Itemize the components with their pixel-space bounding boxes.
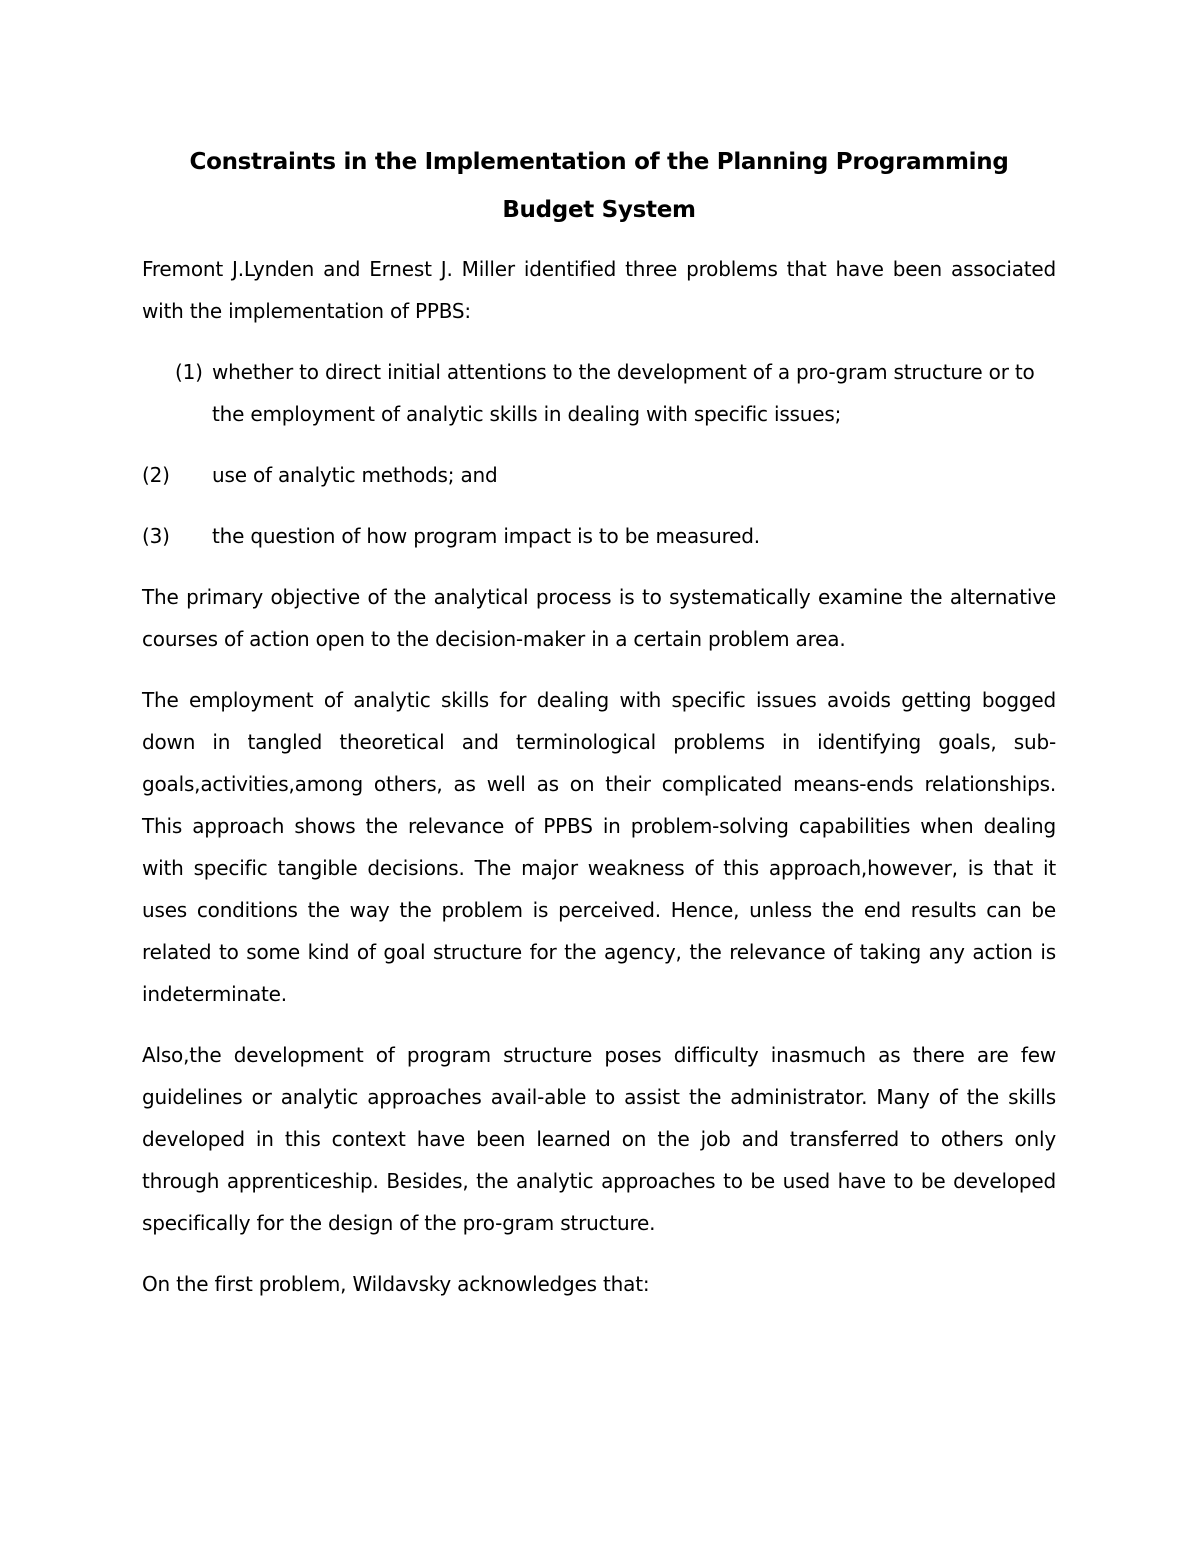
- problem-text-1: whether to direct initial attentions to the development of a pro-gram structure or to the employment of analytic skills in dealing with specific issues;: [212, 360, 1035, 426]
- intro-paragraph: Fremont J.Lynden and Ernest J. Miller identified three problems that have been associated with the implementation of PPBS:: [142, 257, 1056, 323]
- problem-list-item-1: [175, 351, 1056, 435]
- problem-text-2: use of analytic methods; and: [212, 463, 498, 487]
- page-title: Constraints in the Implementation of the Planning Programming Budget System: [189, 149, 1009, 223]
- problem-text-3: the question of how program impact is to be measured.: [212, 524, 760, 548]
- problem-number-3: (3): [142, 524, 170, 548]
- problem-number-2: (2): [142, 463, 170, 487]
- program-structure-paragraph: Also,the development of program structure poses difficulty inasmuch as there are few guidelines or analytic approaches avail-able to assist the administrator. Many of the skills developed in this context have been learned on the job and transferred to others only through apprenticeship. Besides, the analytic approaches to be used have to be developed specifically for the design of the pro-gram structure.: [142, 1043, 1056, 1235]
- problem-list-item-2: [142, 454, 1056, 496]
- analytic-skills-paragraph: The employment of analytic skills for dealing with specific issues avoids getting bogged down in tangled theoretical and terminological problems in identifying goals, sub-goals,activities,among others, as well as on their complicated means-ends relationships. This approach shows the relevance of PPBS in problem-solving capabilities when dealing with specific tangible decisions. The major weakness of this approach,however, is that it uses conditions the way the problem is perceived. Hence, unless the end results can be related to some kind of goal structure for the agency, the relevance of taking any action is indeterminate.: [142, 688, 1056, 1006]
- document-body: [142, 138, 1056, 1324]
- problem-list-item-3: [142, 515, 1056, 557]
- closing-paragraph: On the first problem, Wildavsky acknowledges that:: [142, 1272, 650, 1296]
- problem-number-1: (1): [175, 360, 203, 384]
- objective-paragraph: The primary objective of the analytical process is to systematically examine the alternative courses of action open to the decision-maker in a certain problem area.: [142, 585, 1056, 651]
